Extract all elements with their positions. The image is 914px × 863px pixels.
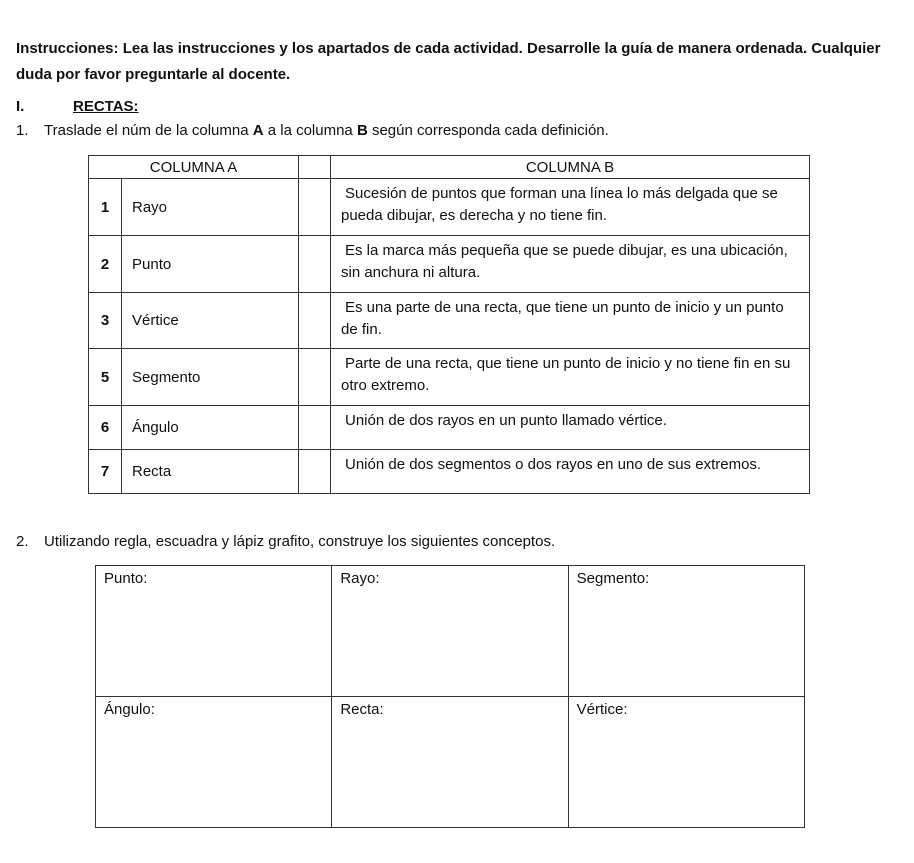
answer-header-blank [299, 156, 331, 179]
section-number: I. [16, 98, 25, 115]
definition-text: Sucesión de puntos que forman una línea lo más delgada que se pueda dibujar, es derecha y no tiene fin. [341, 185, 778, 224]
question-1-text-c: según corresponda cada definición. [367, 122, 609, 139]
row-term: Segmento [122, 349, 299, 406]
question-1-text-b: a la columna [263, 122, 357, 139]
drawing-cell-segmento[interactable] [568, 566, 804, 697]
drawing-table [95, 565, 805, 828]
row-term: Recta [122, 450, 299, 494]
drawing-cell-label: Ángulo: [104, 701, 155, 718]
matching-table [88, 155, 810, 494]
definition-text: Unión de dos rayos en un punto llamado vértice. [345, 412, 667, 429]
definition-text: Es una parte de una recta, que tiene un punto de inicio y un punto de fin. [341, 299, 784, 338]
row-number: 2 [89, 236, 122, 293]
answer-blank[interactable] [299, 450, 331, 494]
drawing-cell-recta[interactable] [332, 697, 568, 828]
row-term: Rayo [122, 179, 299, 236]
row-definition [331, 179, 810, 236]
drawing-cell-label: Segmento: [576, 570, 650, 587]
question-1 [16, 120, 609, 142]
answer-blank[interactable] [299, 293, 331, 349]
drawing-cell-label: Vértice: [576, 701, 628, 718]
row-number: 6 [89, 406, 122, 450]
question-1-text-a: Traslade el núm de la columna [44, 122, 253, 139]
row-number: 5 [89, 349, 122, 406]
row-definition [331, 236, 810, 293]
row-definition [331, 349, 810, 406]
question-1-col-b: B [356, 122, 368, 139]
row-term: Punto [122, 236, 299, 293]
drawing-cell-angulo[interactable] [96, 697, 332, 828]
definition-text: Es la marca más pequeña que se puede dibujar, es una ubicación, sin anchura ni altura. [341, 242, 788, 281]
section-title: RECTAS: [73, 98, 139, 115]
table-row [89, 236, 810, 293]
instructions-text: Instrucciones: Lea las instrucciones y los apartados de cada actividad. Desarrolle la guía de manera ordenada. Cualquier duda por favor preguntarle al docente. [16, 40, 881, 83]
row-term: Vértice [122, 293, 299, 349]
question-2-number: 2. [16, 533, 29, 550]
table-row [89, 406, 810, 450]
table-row [89, 450, 810, 494]
section-heading [16, 96, 139, 118]
answer-blank[interactable] [299, 349, 331, 406]
column-a-header: COLUMNA A [89, 156, 299, 179]
definition-text: Unión de dos segmentos o dos rayos en uno de sus extremos. [345, 456, 762, 473]
row-definition [331, 450, 810, 494]
drawing-cell-vertice[interactable] [568, 697, 804, 828]
table-row [89, 179, 810, 236]
drawing-cell-punto[interactable] [96, 566, 332, 697]
drawing-cell-label: Rayo: [340, 570, 380, 587]
drawing-cell-label: Recta: [340, 701, 384, 718]
drawing-cell-label: Punto: [104, 570, 148, 587]
column-b-header: COLUMNA B [331, 156, 810, 179]
answer-blank[interactable] [299, 236, 331, 293]
row-number: 3 [89, 293, 122, 349]
question-1-number: 1. [16, 122, 29, 139]
row-term: Ángulo [122, 406, 299, 450]
row-number: 1 [89, 179, 122, 236]
question-1-col-a: A [252, 122, 264, 139]
row-definition [331, 406, 810, 450]
table-row [89, 349, 810, 406]
answer-blank[interactable] [299, 179, 331, 236]
question-2 [16, 531, 555, 553]
row-definition [331, 293, 810, 349]
row-number: 7 [89, 450, 122, 494]
drawing-cell-rayo[interactable] [332, 566, 568, 697]
question-2-text: Utilizando regla, escuadra y lápiz grafito, construye los siguientes conceptos. [44, 533, 556, 550]
definition-text: Parte de una recta, que tiene un punto de inicio y no tiene fin en su otro extremo. [341, 355, 791, 394]
answer-blank[interactable] [299, 406, 331, 450]
table-row [89, 293, 810, 349]
